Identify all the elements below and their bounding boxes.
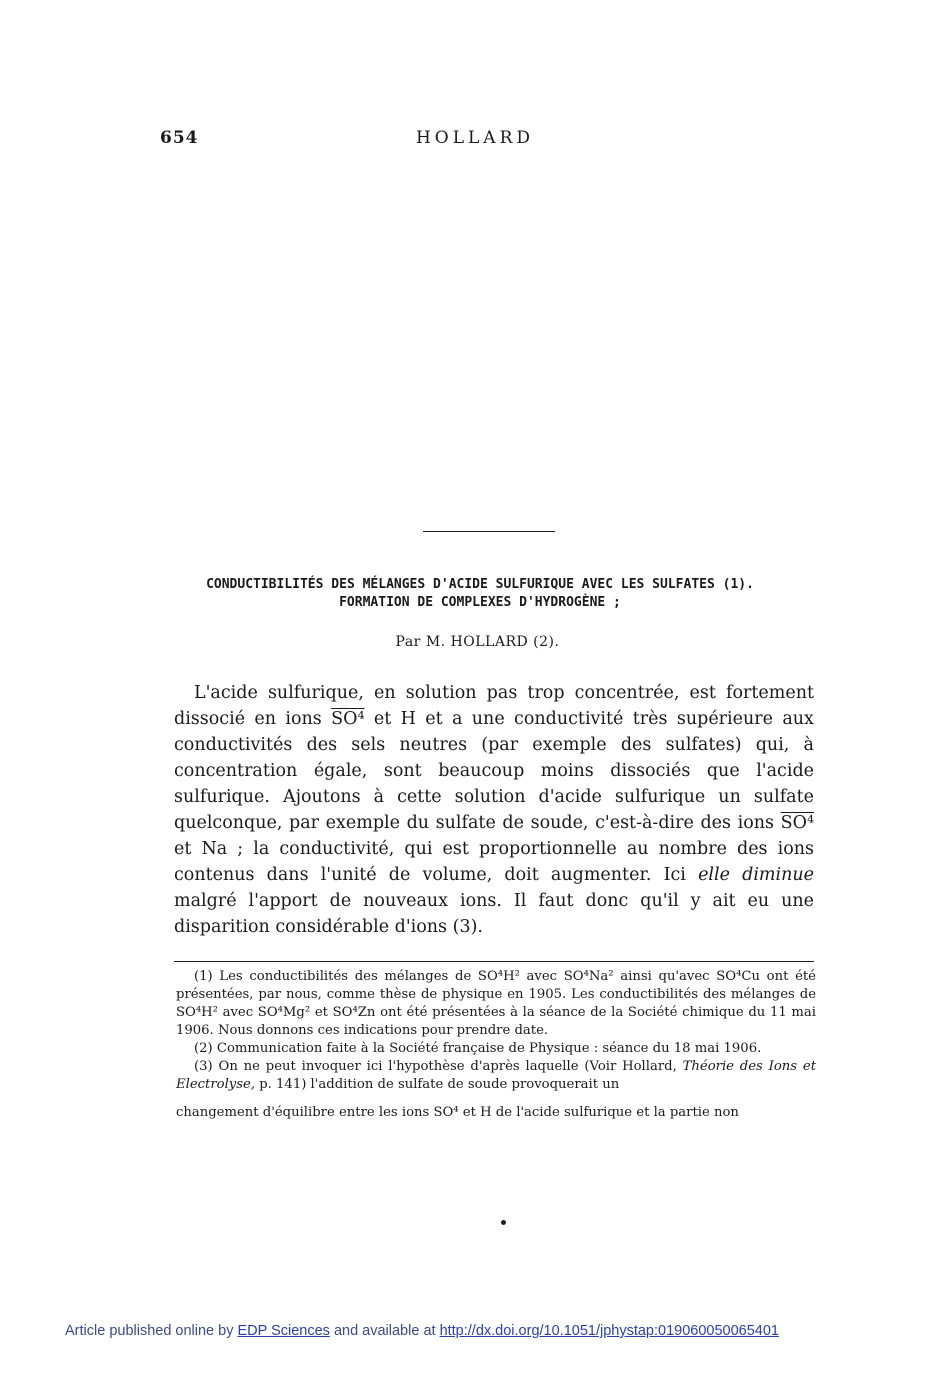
notice-middle: and available at [333, 1323, 436, 1339]
ion-sulfate: SO⁴ [331, 709, 365, 729]
running-head: HOLLARD [415, 128, 535, 148]
footnote-2: (2) Communication faite à la Société française de Physique : séance du 18 mai 1906. [194, 1041, 762, 1056]
ion-sulfate: SO⁴ [780, 813, 814, 833]
paragraph-text: L'acide sulfurique, en solution pas trop concentrée, est fortement dissocié en ions [174, 683, 814, 729]
footnote-3-text: p. 141) l'addition de sulfate de soude provoquerait un [259, 1077, 620, 1092]
title-separator-rule [423, 531, 555, 532]
title-line-2: FORMATION DE COMPLEXES D'HYDROGÈNE ; [339, 595, 621, 610]
main-paragraph [174, 680, 814, 940]
footnote-3-citation: Théorie des Ions et Electrolyse, [176, 1059, 816, 1092]
footnotes [176, 968, 816, 1122]
ion-sodium: Na [201, 839, 228, 859]
footnote-separator [174, 961, 814, 962]
paragraph-text: malgré l'apport de nouveaux ions. Il faut donc qu'il y ait eu une disparition considérable d'ions [174, 891, 814, 937]
ion-hydrogen: H [400, 709, 416, 729]
footnote-3 [176, 1058, 816, 1094]
footnote-3-continued: changement d'équilibre entre les ions SO⁴ et H de l'acide sulfurique et la partie non [176, 1105, 739, 1120]
notice-prefix: Article published online by [65, 1323, 234, 1339]
title-line-1: CONDUCTIBILITÉS DES MÉLANGES D'ACIDE SULFURIQUE AVEC LES SULFATES (1). [206, 577, 754, 592]
footnote-ref: (3). [452, 917, 483, 937]
paragraph-text: ; la conductivité, qui est proportionnelle au nombre des ions contenus dans l'unité de volume, doit augmenter. Ici [174, 839, 814, 885]
emphasis-text: elle diminue [698, 865, 815, 885]
article-title [150, 576, 810, 612]
printer-dot [501, 1220, 506, 1225]
paragraph-text: et a une conductivité très supérieure aux conductivités des sels neutres (par exemple des sulfates) qui, à concentration égale, sont beaucoup moins dissociés que l'acide sulfurique. Ajoutons à cette solution d'acide sulfurique un sulfate quelconque, par exemple du sulfate de soude, c'est-à-dire des ions [174, 709, 814, 833]
footnote-3-text: (3) On ne peut invoquer ici l'hypothèse d'après laquelle (Voir Hollard, [194, 1059, 677, 1074]
page-number: 654 [160, 128, 199, 148]
doi-link[interactable]: http://dx.doi.org/10.1051/jphystap:019060050065401 [439, 1323, 779, 1339]
author-byline: Par M. HOLLARD (2). [395, 634, 560, 650]
paragraph-text: et [174, 839, 192, 859]
publication-notice [65, 1323, 779, 1339]
paragraph-text: et [373, 709, 392, 729]
publisher-link[interactable]: EDP Sciences [237, 1323, 330, 1339]
footnote-1: (1) Les conductibilités des mélanges de SO⁴H² avec SO⁴Na² ainsi qu'avec SO⁴Cu ont été présentées, par nous, comme thèse de physique en 1905. Les conductibilités des mélanges de SO⁴H² avec SO⁴Mg² et SO⁴Zn ont été présentées à la séance de la Société chimique du 11 mai 1906. Nous donnons ces indications pour prendre date. [176, 969, 816, 1038]
